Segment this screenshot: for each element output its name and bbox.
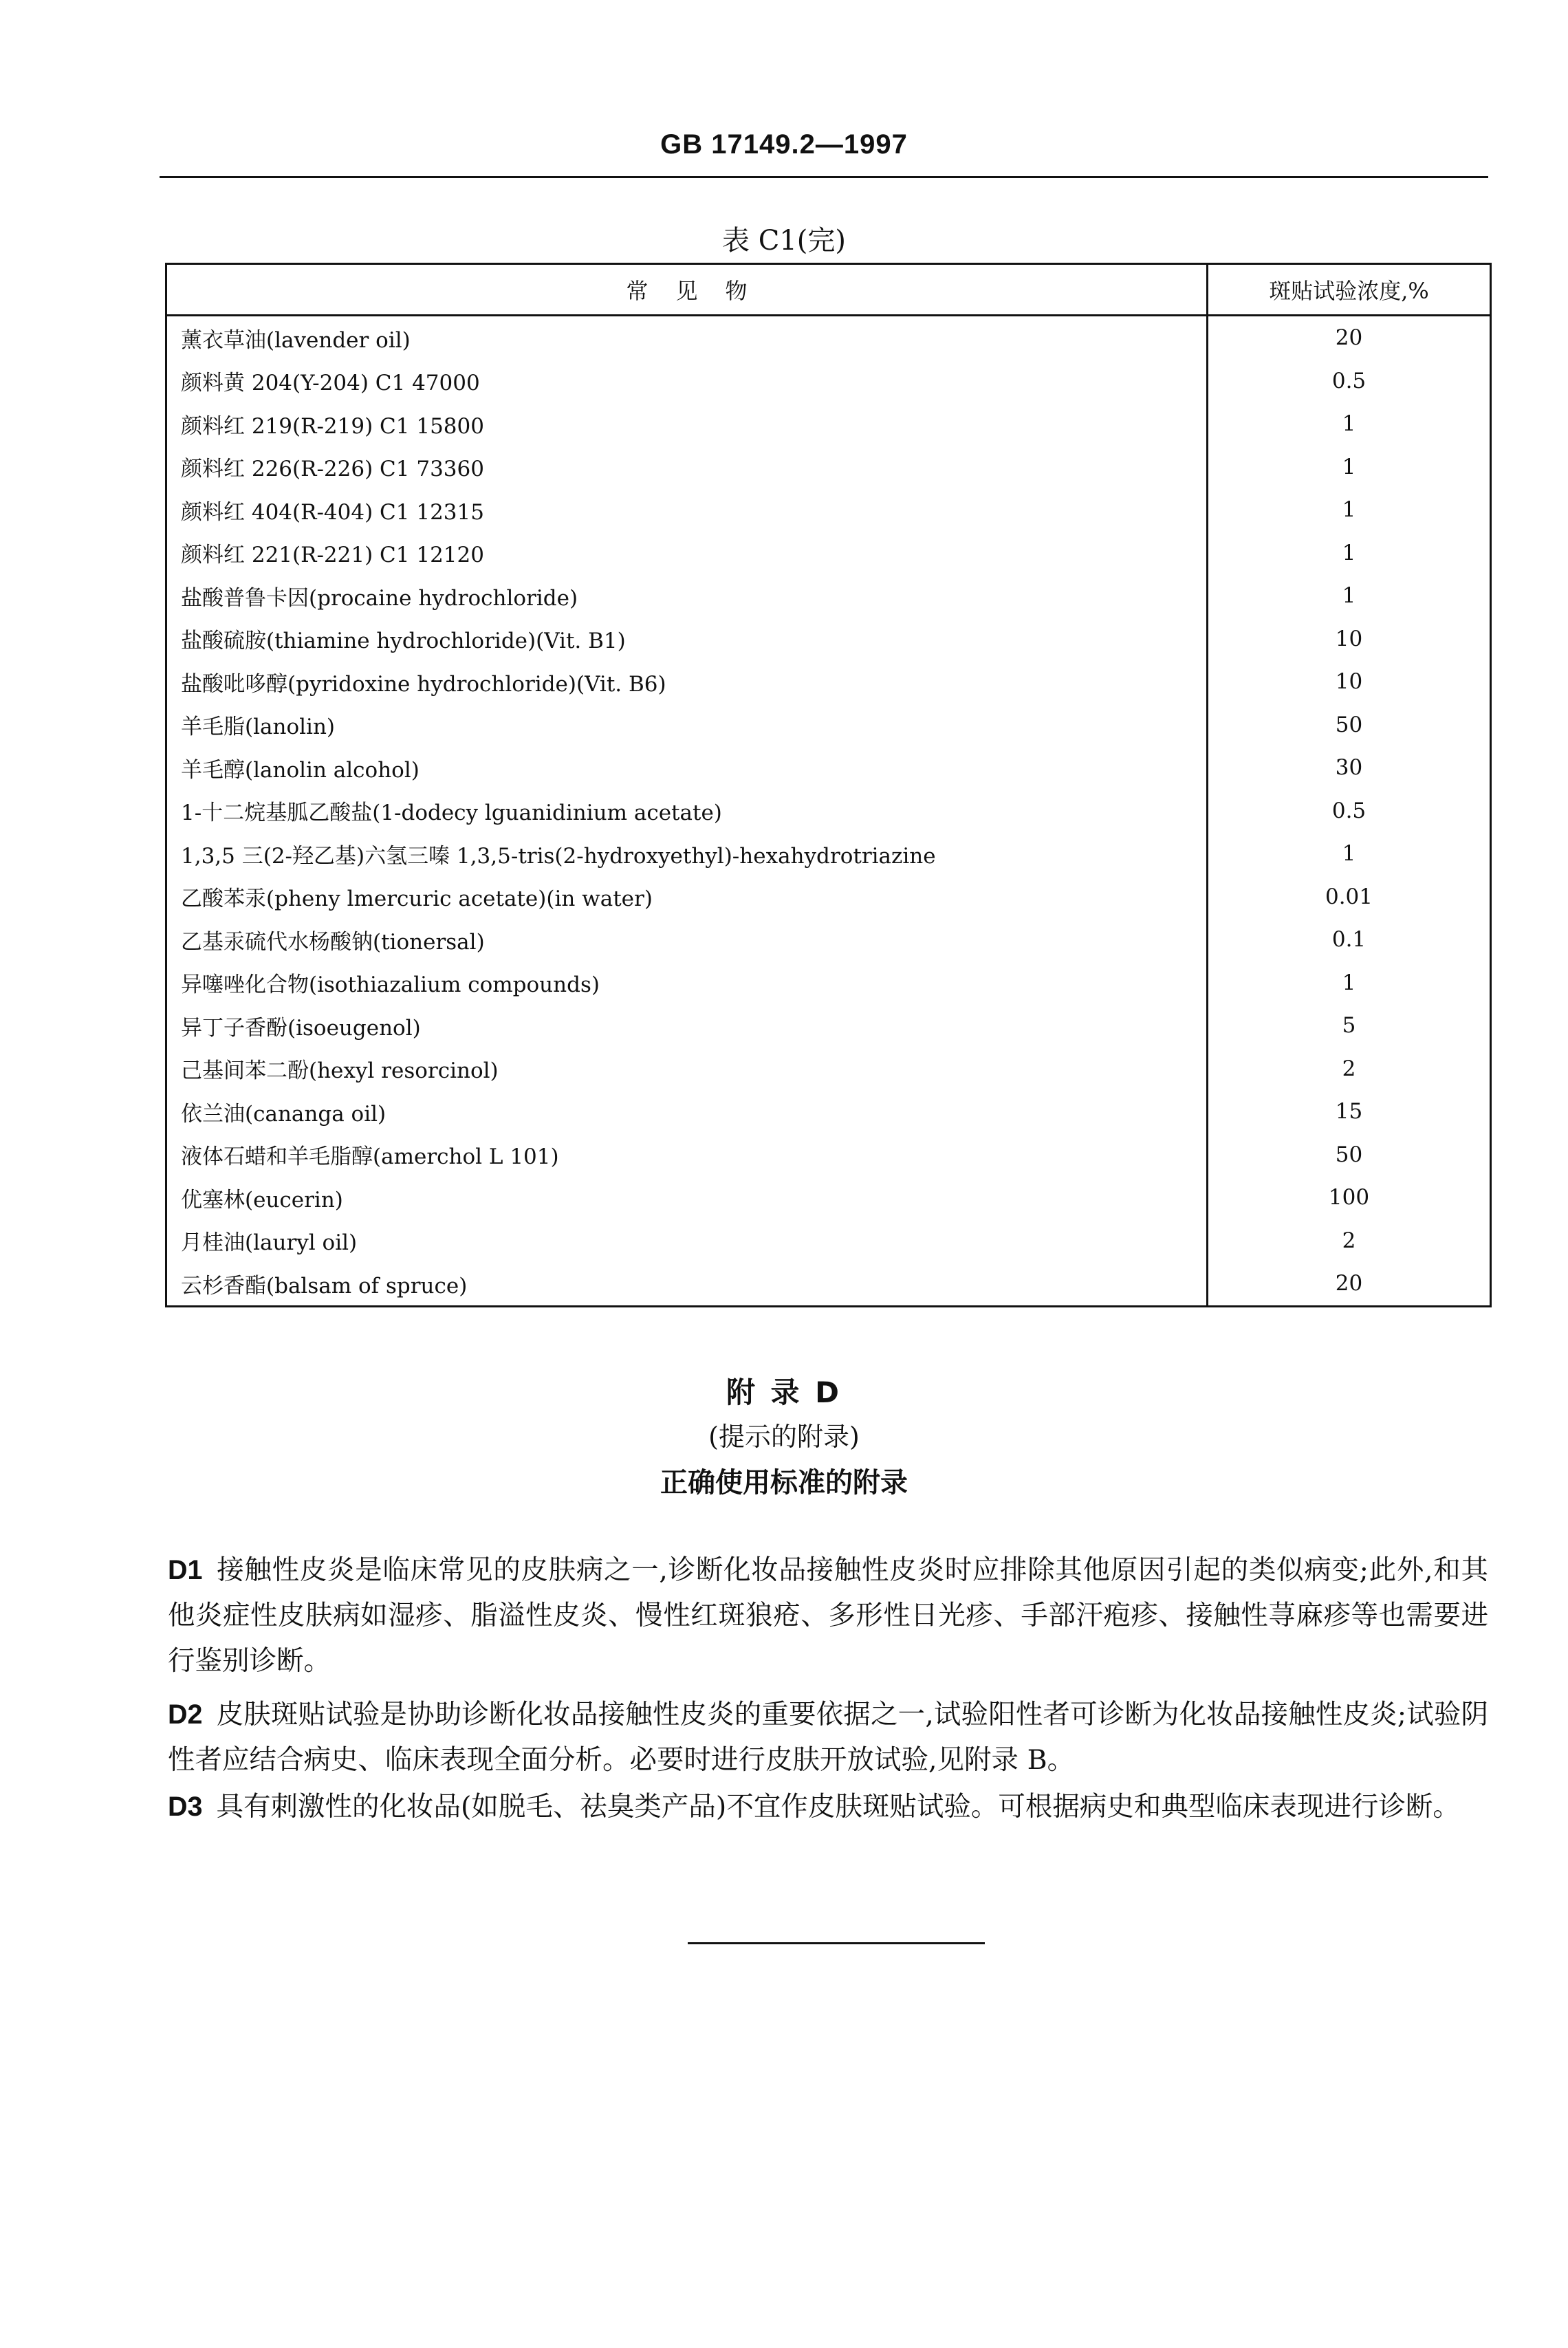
- table-row: [166, 660, 1491, 704]
- table-row: [166, 876, 1491, 919]
- substance-name-cell: 液体石蜡和羊毛脂醇(amerchol L 101): [181, 1144, 559, 1170]
- concentration-cell: 10: [1208, 660, 1491, 704]
- table-row: [166, 402, 1491, 446]
- table-row: [166, 1219, 1491, 1263]
- table-row: [166, 918, 1491, 961]
- header-divider: [160, 176, 1488, 178]
- table-row: [166, 1090, 1491, 1133]
- table-row: [166, 790, 1491, 833]
- concentration-cell: 0.1: [1208, 918, 1491, 961]
- paragraph-label: D1: [168, 1555, 203, 1585]
- concentration-cell: 0.5: [1208, 360, 1491, 403]
- concentration-cell: 1: [1208, 446, 1491, 489]
- substance-table: [165, 263, 1492, 1307]
- table-row: [166, 704, 1491, 747]
- concentration-cell: 0.5: [1208, 790, 1491, 833]
- concentration-cell: 10: [1208, 618, 1491, 661]
- substance-name-cell: 异噻唑化合物(isothiazalium compounds): [181, 972, 600, 998]
- table-row: [166, 360, 1491, 403]
- substance-name-cell: 1,3,5 三(2-羟乙基)六氢三嗪 1,3,5-tris(2-hydroxyethyl)-hexahydrotriazine: [181, 843, 936, 869]
- table-row: [166, 532, 1491, 575]
- substance-name-cell: 盐酸普鲁卡因(procaine hydrochloride): [181, 585, 578, 611]
- document-header: GB 17149.2—1997: [660, 129, 908, 160]
- substance-name-cell: 颜料红 221(R-221) C1 12120: [181, 543, 484, 568]
- table-row: [166, 832, 1491, 876]
- appendix-note: (提示的附录): [708, 1422, 860, 1452]
- substance-name-cell: 薰衣草油(lavender oil): [181, 327, 411, 353]
- concentration-cell: 2: [1208, 1047, 1491, 1091]
- table-row: [166, 446, 1491, 489]
- substance-name-cell: 颜料红 404(R-404) C1 12315: [181, 499, 484, 525]
- paragraph-label: D3: [168, 1792, 203, 1822]
- substance-name-cell: 颜料黄 204(Y-204) C1 47000: [181, 371, 480, 396]
- substance-table-container: [165, 263, 1490, 1307]
- table-row: [166, 1262, 1491, 1306]
- concentration-cell: 1: [1208, 402, 1491, 446]
- table-row: [166, 1004, 1491, 1047]
- table-row: [166, 618, 1491, 661]
- substance-name-cell: 云杉香酯(balsam of spruce): [181, 1273, 468, 1298]
- substance-name-cell: 己基间苯二酚(hexyl resorcinol): [181, 1058, 499, 1084]
- table-row: [166, 574, 1491, 618]
- paragraph-text: 具有刺激性的化妆品(如脱毛、祛臭类产品)不宜作皮肤斑贴试验。可根据病史和典型临床表现进行诊断。: [216, 1791, 1460, 1823]
- paragraph-d1: [168, 1547, 1488, 1684]
- concentration-cell: 1: [1208, 488, 1491, 532]
- paragraph-text: 接触性皮炎是临床常见的皮肤病之一,诊断化妆品接触性皮炎时应排除其他原因引起的类似病变;此外,和其他炎症性皮肤病如湿疹、脂溢性皮炎、慢性红斑狼疮、多形性日光疹、手部汗疱疹、接触性荨麻疹等也需要进行鉴别诊断。: [168, 1554, 1488, 1677]
- concentration-cell: 100: [1208, 1176, 1491, 1219]
- table-row: [166, 1133, 1491, 1177]
- paragraph-d2: [168, 1692, 1488, 1783]
- table-row: [166, 961, 1491, 1005]
- concentration-cell: 2: [1208, 1219, 1491, 1263]
- table-row: [166, 746, 1491, 790]
- concentration-cell: 20: [1208, 316, 1491, 360]
- substance-name-cell: 1-十二烷基胍乙酸盐(1-dodecy lguanidinium acetate): [181, 801, 722, 826]
- table-row: [166, 1176, 1491, 1219]
- substance-name-cell: 盐酸吡哆醇(pyridoxine hydrochloride)(Vit. B6): [181, 671, 666, 697]
- concentration-cell: 30: [1208, 746, 1491, 790]
- paragraph-text: 皮肤斑贴试验是协助诊断化妆品接触性皮炎的重要依据之一,试验阳性者可诊断为化妆品接触性皮炎;试验阴性者应结合病史、临床表现全面分析。必要时进行皮肤开放试验,见附录 B。: [168, 1699, 1488, 1776]
- concentration-cell: 1: [1208, 574, 1491, 618]
- substance-name-cell: 月桂油(lauryl oil): [181, 1230, 358, 1256]
- column-header-concentration: 斑贴试验浓度,%: [1208, 264, 1491, 316]
- concentration-cell: 20: [1208, 1262, 1491, 1306]
- concentration-cell: 5: [1208, 1004, 1491, 1047]
- concentration-cell: 15: [1208, 1090, 1491, 1133]
- paragraph-d3: [168, 1784, 1488, 1829]
- concentration-cell: 1: [1208, 532, 1491, 575]
- table-caption: 表 C1(完): [722, 225, 846, 257]
- substance-name-cell: 乙基汞硫代水杨酸钠(tionersal): [181, 929, 485, 955]
- table-header-row: [166, 264, 1491, 316]
- substance-name-cell: 羊毛脂(lanolin): [181, 715, 336, 740]
- substance-name-cell: 颜料红 226(R-226) C1 73360: [181, 457, 484, 482]
- concentration-cell: 1: [1208, 832, 1491, 876]
- table-row: [166, 488, 1491, 532]
- substance-name-cell: 盐酸硫胺(thiamine hydrochloride)(Vit. B1): [181, 629, 626, 654]
- concentration-cell: 50: [1208, 1133, 1491, 1177]
- table-row: [166, 1047, 1491, 1091]
- substance-name-cell: 羊毛醇(lanolin alcohol): [181, 757, 420, 783]
- paragraph-label: D2: [168, 1699, 203, 1730]
- concentration-cell: 50: [1208, 704, 1491, 747]
- substance-name-cell: 优塞林(eucerin): [181, 1187, 343, 1213]
- appendix-subtitle: 正确使用标准的附录: [660, 1467, 908, 1499]
- appendix-title: 附 录 D: [726, 1376, 842, 1409]
- substance-name-cell: 依兰油(cananga oil): [181, 1101, 386, 1127]
- end-divider: [688, 1942, 985, 1944]
- substance-name-cell: 乙酸苯汞(pheny lmercuric acetate)(in water): [181, 887, 653, 912]
- substance-name-cell: 异丁子香酚(isoeugenol): [181, 1015, 421, 1041]
- concentration-cell: 0.01: [1208, 876, 1491, 919]
- column-header-substance: 常见物: [166, 264, 1208, 316]
- table-row: [166, 316, 1491, 360]
- table-body: [166, 316, 1491, 1307]
- substance-name-cell: 颜料红 219(R-219) C1 15800: [181, 413, 484, 439]
- concentration-cell: 1: [1208, 961, 1491, 1005]
